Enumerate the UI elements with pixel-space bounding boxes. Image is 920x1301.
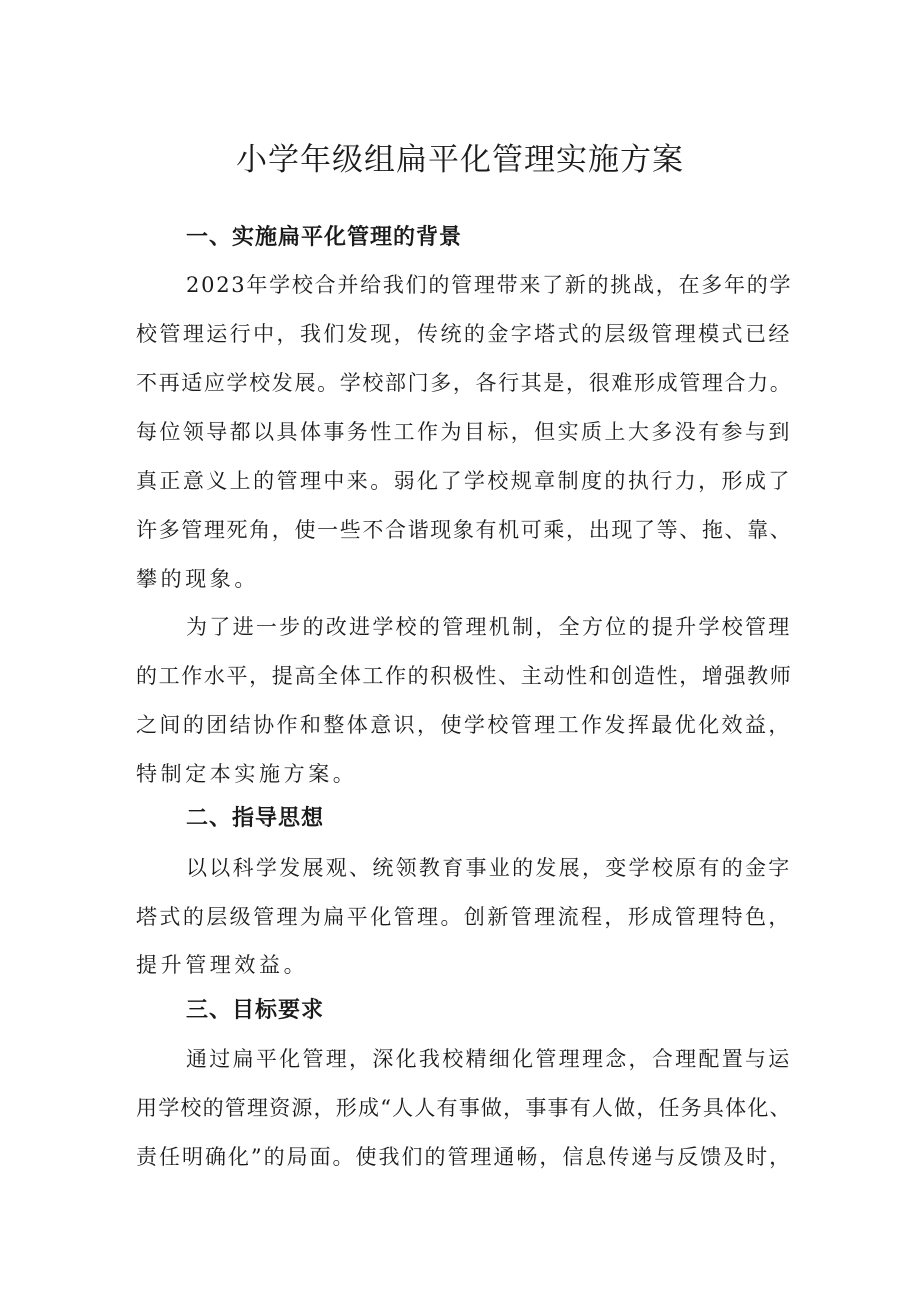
text-line: 提升管理效益。: [136, 953, 309, 977]
text-line: 以以科学发展观、统领教育事业的发展，变学校原有的金字: [186, 856, 792, 880]
text-line: 特制定本实施方案。: [136, 762, 358, 786]
text-line: 用学校的管理资源，形成“人人有事做，事事有人做，任务具体化、: [136, 1096, 792, 1120]
text-line: 为了进一步的改进学校的管理机制，全方位的提升学校管理: [186, 615, 792, 639]
text-line: 攀的现象。: [136, 567, 259, 591]
text-line: 真正意义上的管理中来。弱化了学校规章制度的执行力，形成了: [136, 469, 792, 493]
text-line: 的工作水平，提高全体工作的积极性、主动性和创造性，增强教师: [136, 664, 793, 688]
text-line: 2023年学校合并给我们的管理带来了新的挑战，在多年的学: [186, 273, 793, 297]
section-heading-guiding-ideology: 二、指导思想: [186, 806, 325, 831]
section-heading-background: 一、实施扁平化管理的背景: [186, 225, 463, 250]
text-line: 每位领导都以具体事务性工作为目标，但实质上大多没有参与到: [136, 420, 792, 444]
text-line: 不再适应学校发展。学校部门多，各行其是，很难形成管理合力。: [136, 371, 793, 395]
section-heading-objectives: 三、目标要求: [186, 998, 325, 1023]
text-line: 通过扁平化管理，深化我校精细化管理理念，合理配置与运: [186, 1047, 792, 1071]
text-line: 责任明确化”的局面。使我们的管理通畅，信息传递与反馈及时，: [136, 1145, 793, 1169]
text-line: 塔式的层级管理为扁平化管理。创新管理流程，形成管理特色，: [136, 905, 792, 929]
text-line: 之间的团结协作和整体意识，使学校管理工作发挥最优化效益，: [136, 713, 792, 737]
document-title: 小学年级组扁平化管理实施方案: [236, 142, 684, 178]
text-line: 校管理运行中，我们发现，传统的金字塔式的层级管理模式已经: [136, 322, 792, 346]
text-line: 许多管理死角，使一些不合谐现象有机可乘，出现了等、拖、靠、: [136, 518, 793, 542]
